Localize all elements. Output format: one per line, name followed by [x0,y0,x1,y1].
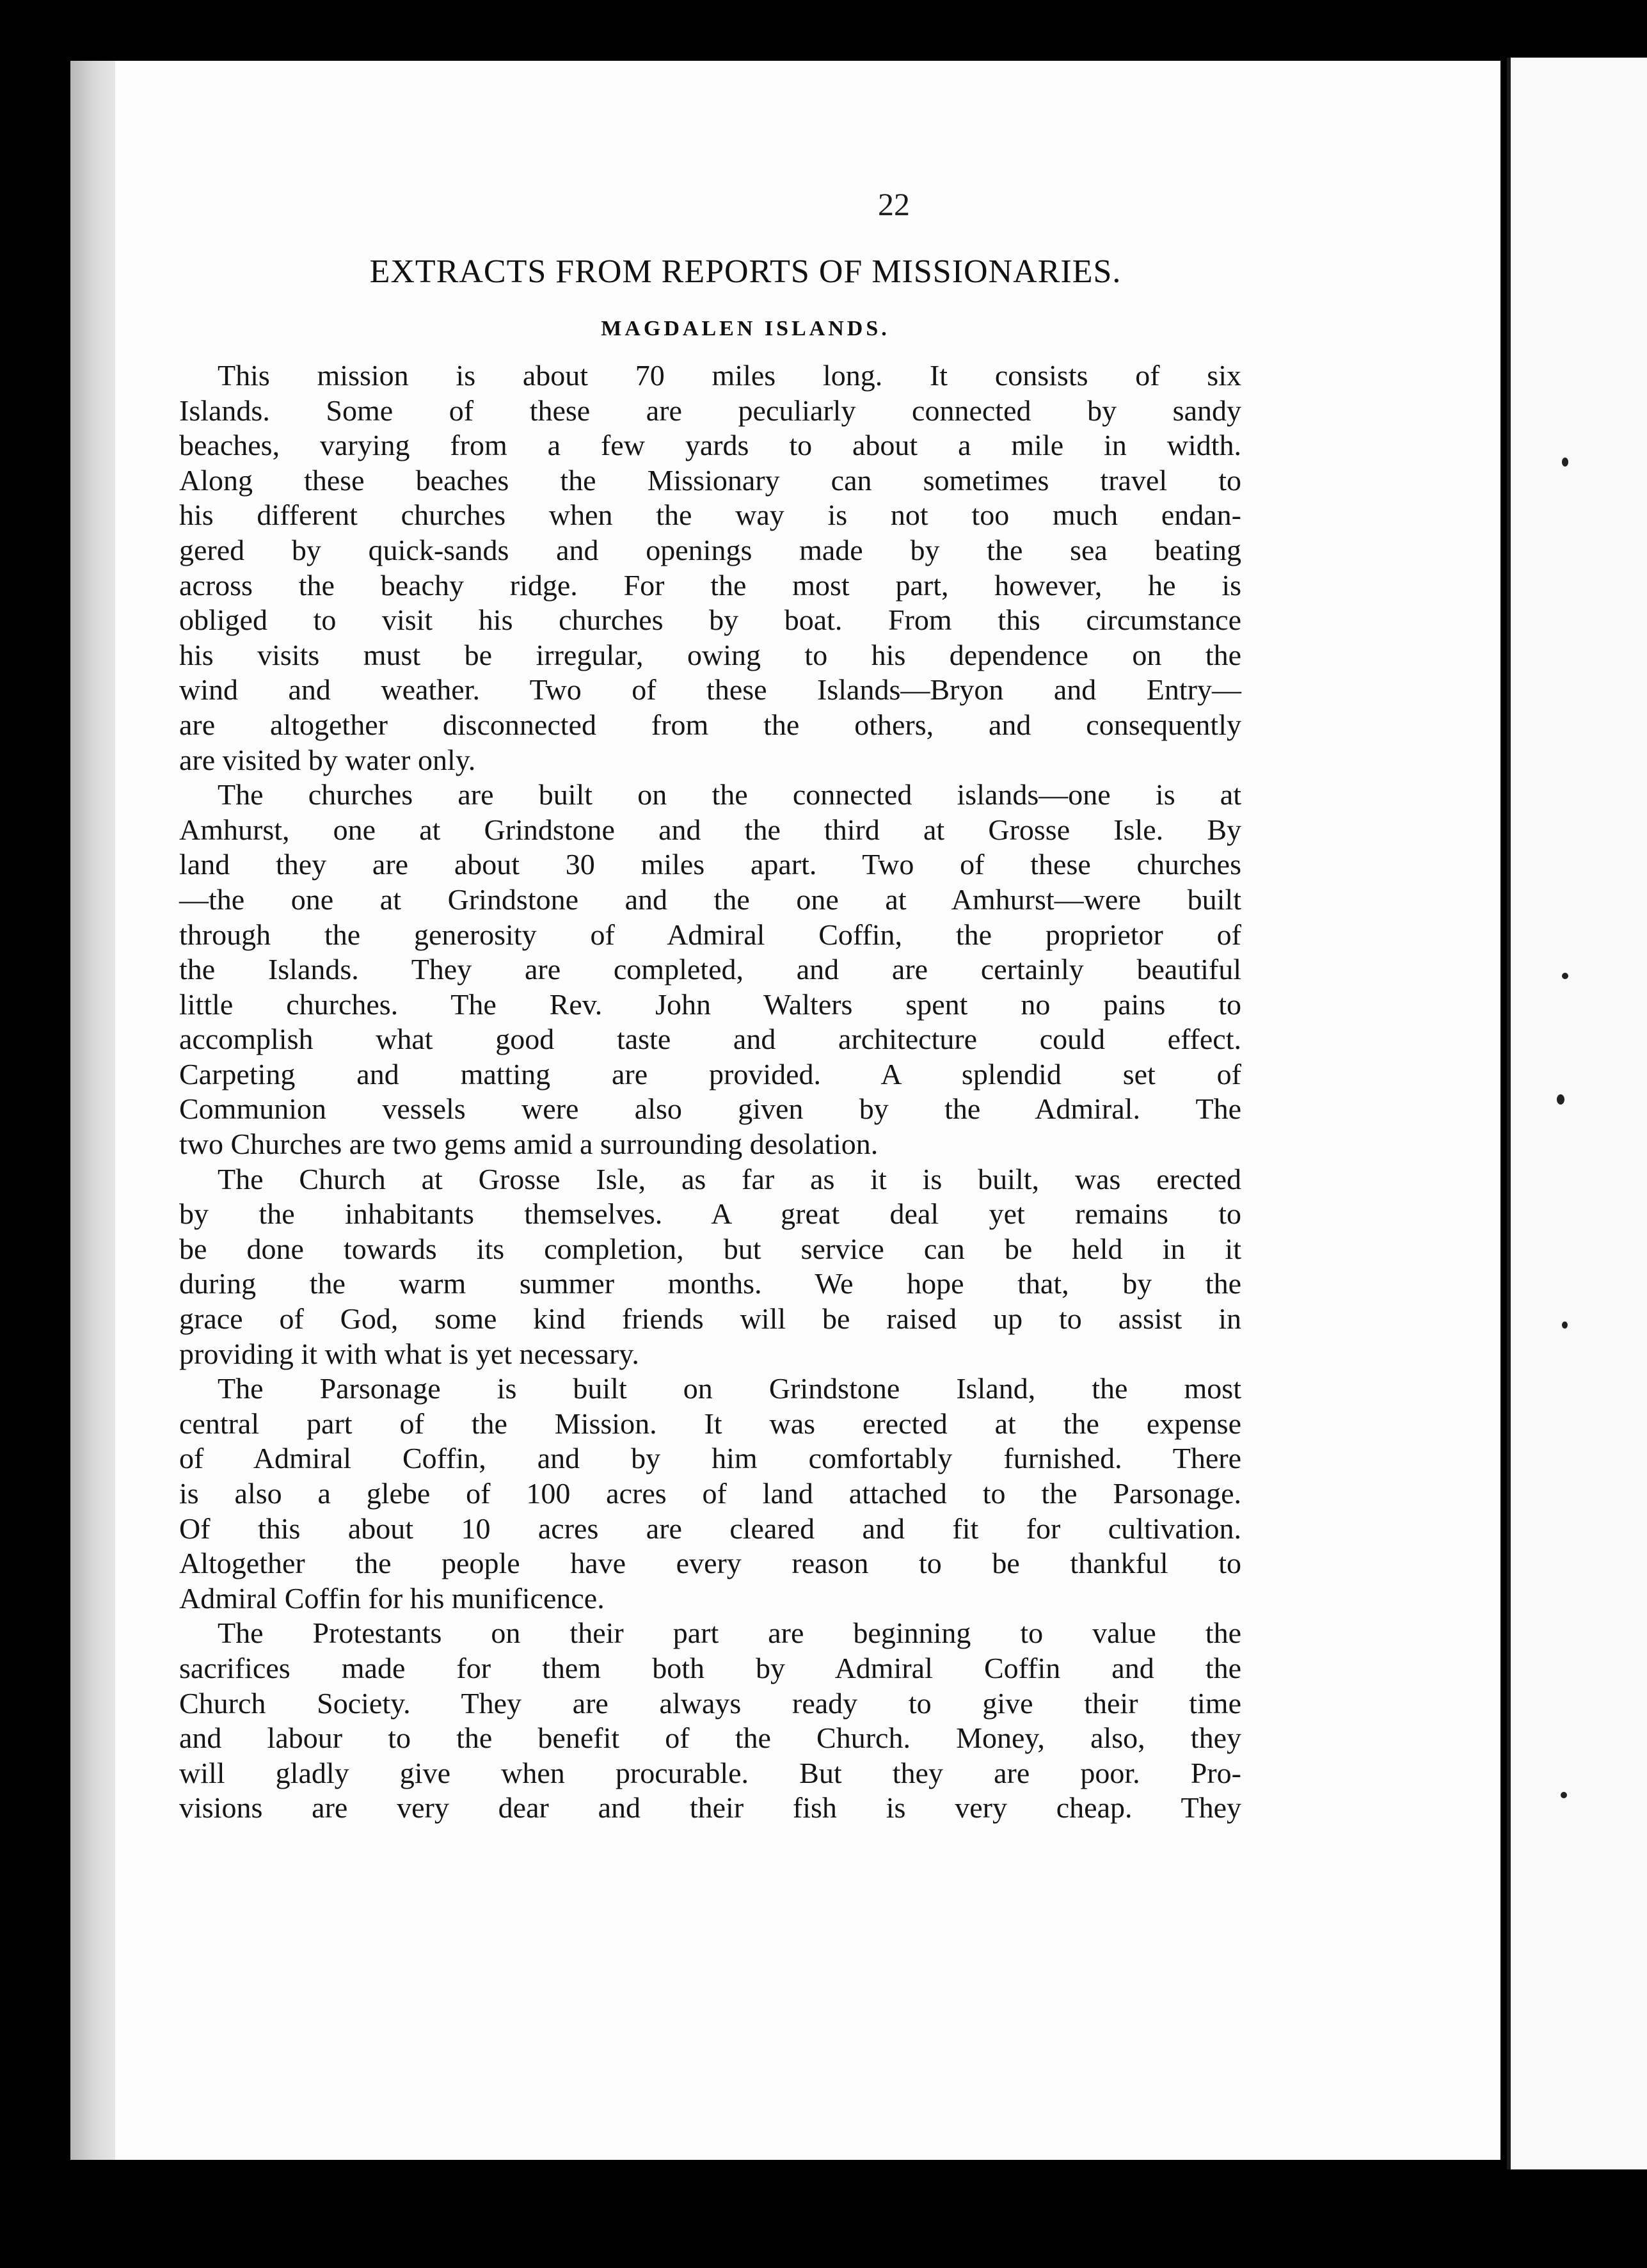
text-line: gered by quick-sands and openings made by the sea beating [179,533,1241,566]
text-line: —the one at Grindstone and the one at Amhurst—were built [179,882,1241,916]
page-number: 22 [878,186,910,222]
text-line: The Parsonage is built on Grindstone Island, the most [218,1372,1241,1405]
text-line: by the inhabitants themselves. A great deal yet remains to [179,1197,1241,1231]
page-title: EXTRACTS FROM REPORTS OF MISSIONARIES. [369,253,1122,290]
text-line: Church Society. They are always ready to give their time [179,1686,1241,1720]
text-line: be done towards its completion, but service can be held in it [179,1232,1241,1265]
text-line: little churches. The Rev. John Walters spent no pains to [179,987,1241,1021]
text-line: sacrifices made for them both by Admiral Coffin and the [179,1651,1241,1684]
text-line: The churches are built on the connected islands—one is at [218,778,1241,811]
text-line: land they are about 30 miles apart. Two of these churches [179,848,1241,881]
text-line: obliged to visit his churches by boat. From this circumstance [179,603,1241,637]
ink-speck [1562,458,1568,467]
text-line: the Islands. They are completed, and are certainly beautiful [179,953,1241,986]
text-line: accomplish what good taste and architecture could effect. [179,1023,1241,1056]
text-line: his visits must be irregular, owing to his dependence on the [179,638,1241,671]
ink-speck [1562,973,1568,979]
section-heading: MAGDALEN ISLANDS. [601,317,890,340]
text-line: is also a glebe of 100 acres of land attached to the Parsonage. [179,1477,1241,1510]
ink-speck [1562,1322,1568,1329]
text-line: beaches, varying from a few yards to about a mile in width. [179,429,1241,462]
text-line: his different churches when the way is not too much endan- [179,499,1241,532]
text-line: of Admiral Coffin, and by him comfortably furnished. There [179,1442,1241,1475]
adjacent-page-edge [1507,58,1647,2169]
text-line: providing it with what is yet necessary. [179,1337,639,1370]
text-line: Admiral Coffin for his munificence. [179,1581,605,1615]
text-line: Islands. Some of these are peculiarly connected by sandy [179,394,1241,427]
text-line: two Churches are two gems amid a surrounding desolation. [179,1128,879,1161]
text-line: The Protestants on their part are beginning to value the [218,1617,1241,1650]
text-line: are altogether disconnected from the others, and consequently [179,708,1241,741]
text-line: Altogether the people have every reason to be thankful to [179,1547,1241,1580]
text-line: and labour to the benefit of the Church. Money, also, they [179,1721,1241,1755]
text-line: Of this about 10 acres are cleared and fit for cultivation. [179,1512,1241,1545]
text-line: This mission is about 70 miles long. It consists of six [218,359,1241,392]
text-line: during the warm summer months. We hope that, by the [179,1267,1241,1300]
text-line: visions are very dear and their fish is very cheap. They [179,1791,1241,1825]
body-text [179,358,1241,1826]
text-line: are visited by water only. [179,743,476,776]
text-line: grace of God, some kind friends will be raised up to assist in [179,1302,1241,1336]
text-line: Amhurst, one at Grindstone and the third at Grosse Isle. By [179,813,1241,846]
text-line: across the beachy ridge. For the most part, however, he is [179,568,1241,602]
text-line: central part of the Mission. It was erected at the expense [179,1407,1241,1440]
text-line: will gladly give when procurable. But they are poor. Pro- [179,1756,1241,1789]
text-line: Carpeting and matting are provided. A splendid set of [179,1057,1241,1090]
ink-speck [1561,1792,1567,1798]
text-line: Communion vessels were also given by the Admiral. The [179,1092,1241,1126]
text-line: wind and weather. Two of these Islands—Bryon and Entry— [179,673,1241,707]
ink-speck [1557,1094,1564,1105]
text-line: The Church at Grosse Isle, as far as it is built, was erected [218,1162,1241,1195]
text-line: through the generosity of Admiral Coffin, the proprietor of [179,918,1241,951]
text-line: Along these beaches the Missionary can sometimes travel to [179,463,1241,497]
